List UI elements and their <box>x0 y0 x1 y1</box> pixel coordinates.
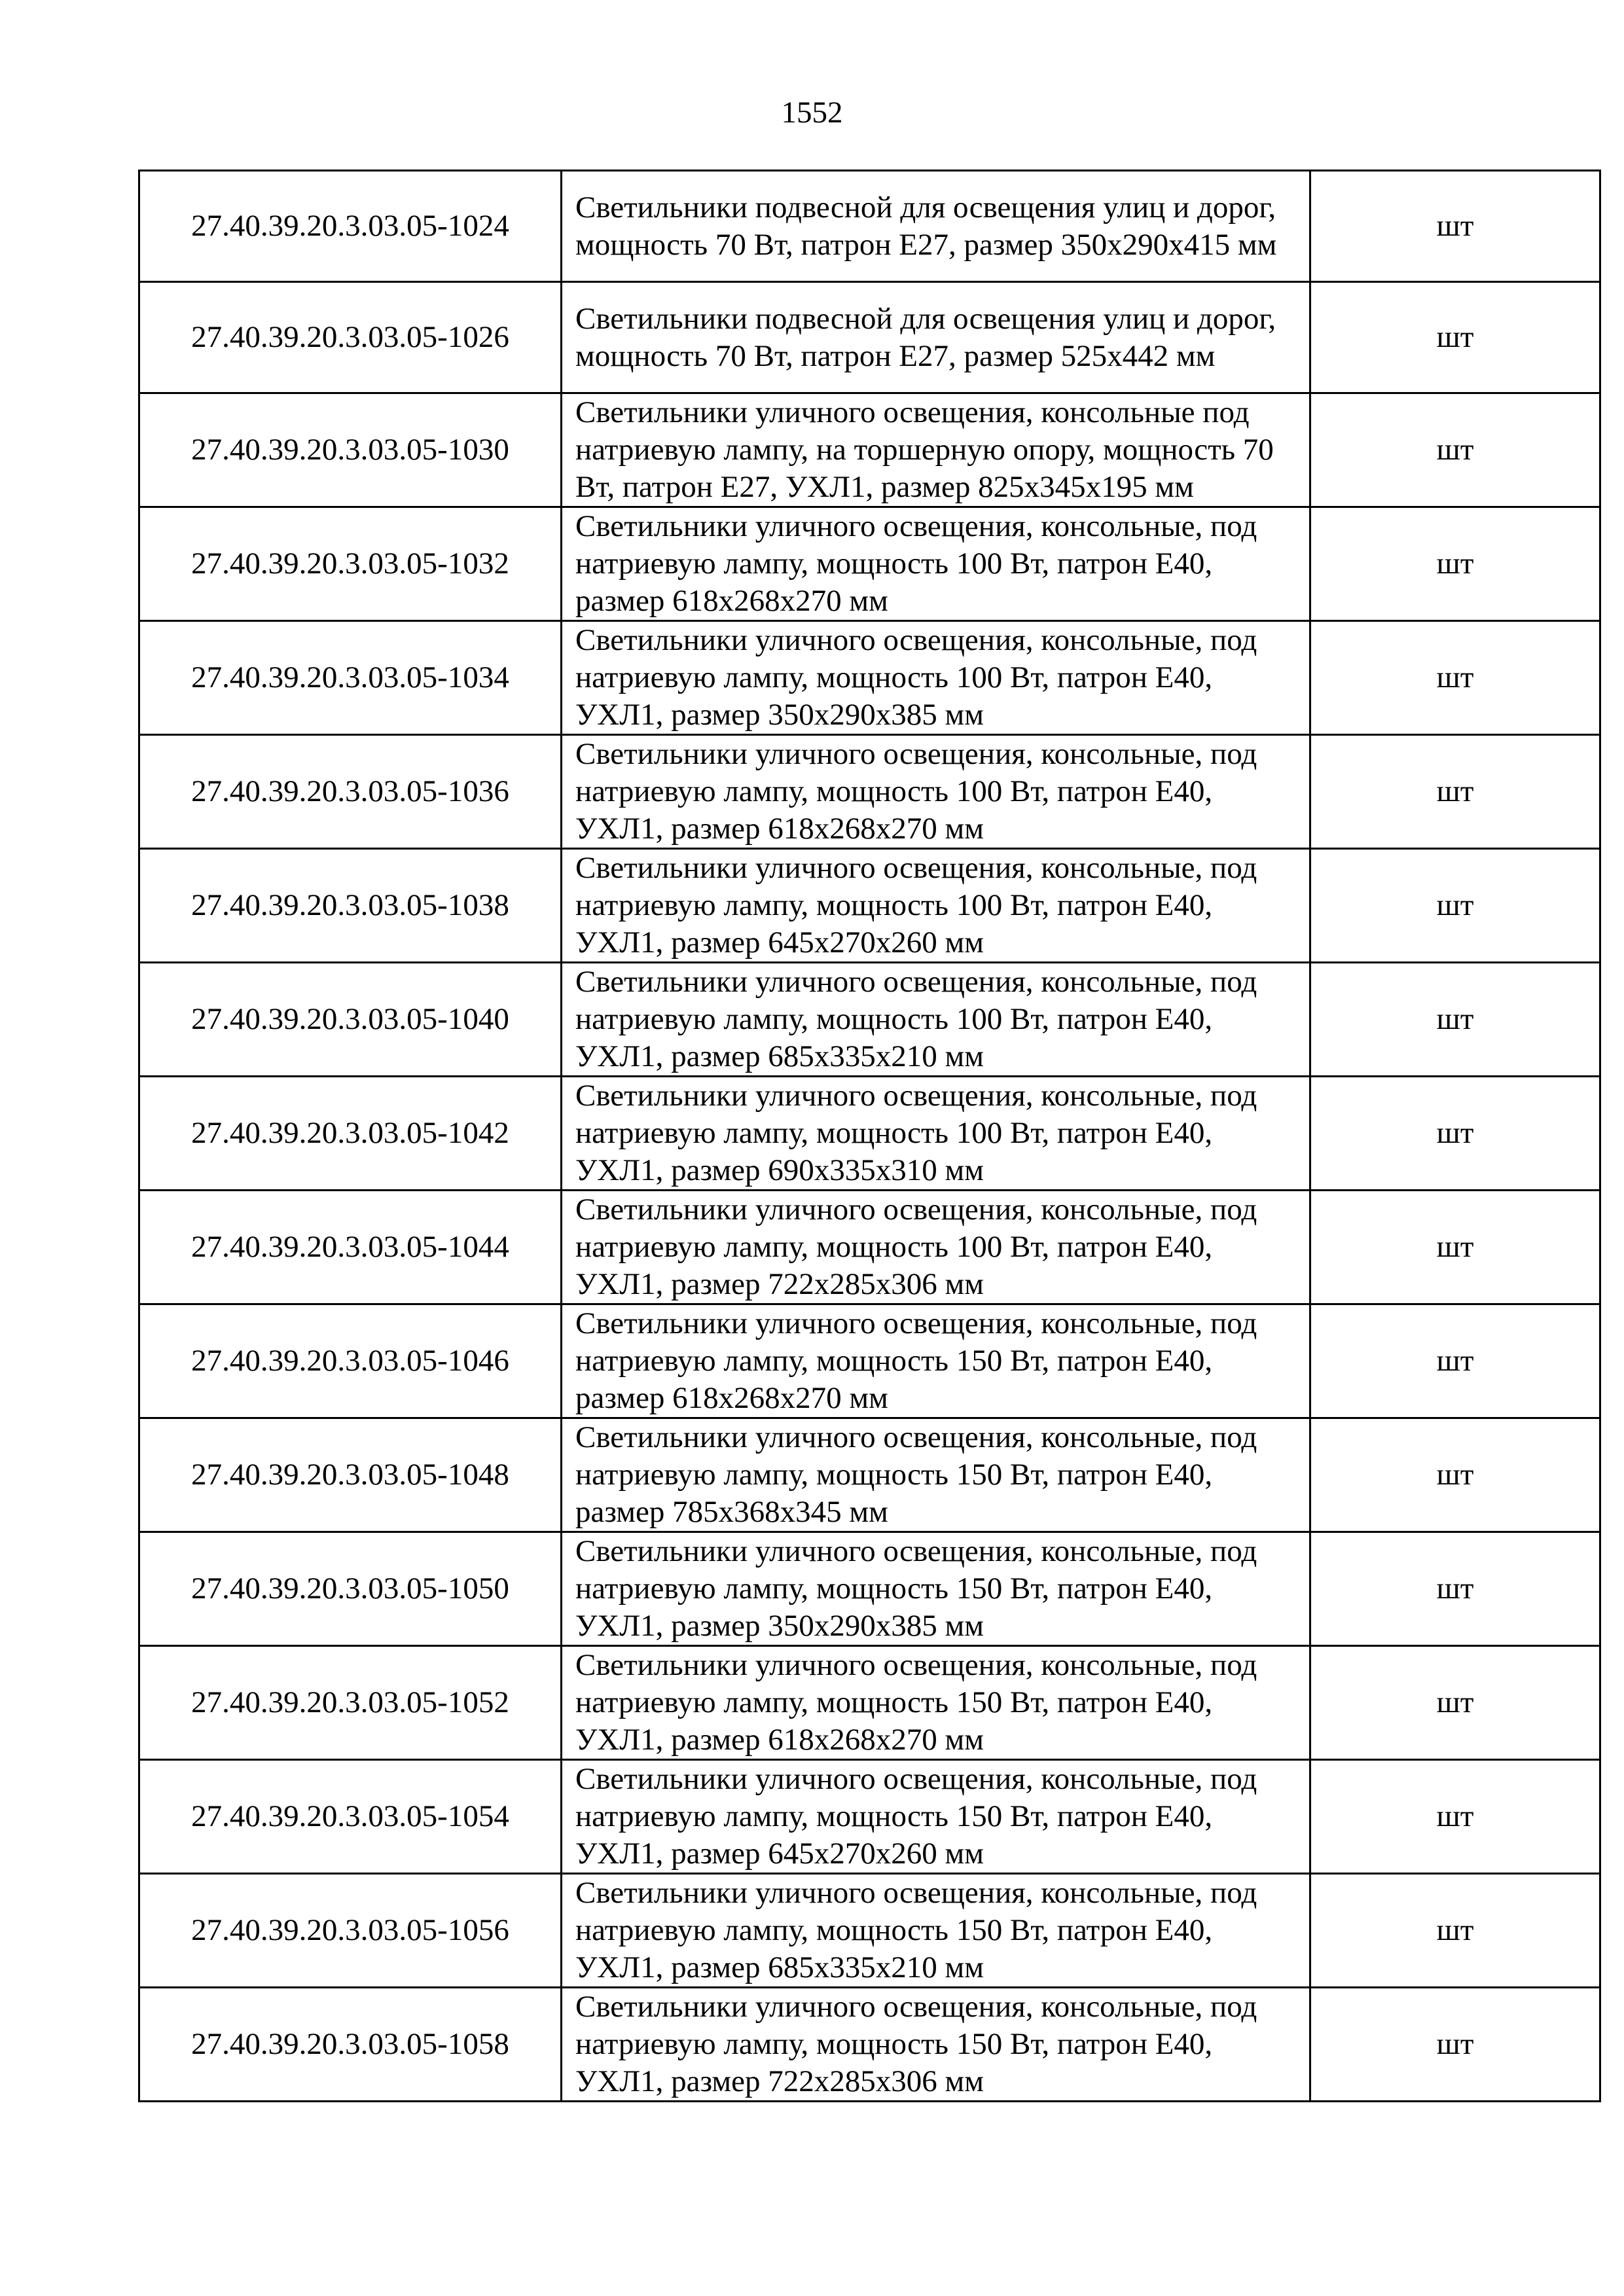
unit-of-measure: шт <box>1310 1646 1600 1760</box>
resource-description: Светильники уличного освещения, консольные, под натриевую лампу, мощность 150 Вт, патрон Е40, УХЛ1, размер 722х285х306 мм <box>562 1988 1310 2102</box>
resource-code: 27.40.39.20.3.03.05-1024 <box>139 171 562 282</box>
resource-code: 27.40.39.20.3.03.05-1040 <box>139 963 562 1077</box>
table-row <box>139 507 1600 621</box>
resource-code: 27.40.39.20.3.03.05-1030 <box>139 393 562 507</box>
resource-code: 27.40.39.20.3.03.05-1056 <box>139 1874 562 1988</box>
table-row <box>139 735 1600 849</box>
unit-of-measure: шт <box>1310 282 1600 393</box>
resource-code: 27.40.39.20.3.03.05-1036 <box>139 735 562 849</box>
resource-description: Светильники уличного освещения, консольные, под натриевую лампу, мощность 100 Вт, патрон Е40, УХЛ1, размер 690х335х310 мм <box>562 1077 1310 1191</box>
table-row <box>139 1532 1600 1646</box>
resource-description: Светильники уличного освещения, консольные, под натриевую лампу, мощность 100 Вт, патрон Е40, УХЛ1, размер 350х290х385 мм <box>562 621 1310 735</box>
unit-of-measure: шт <box>1310 171 1600 282</box>
resource-description: Светильники уличного освещения, консольные, под натриевую лампу, мощность 100 Вт, патрон Е40, УХЛ1, размер 645х270х260 мм <box>562 849 1310 963</box>
resource-code: 27.40.39.20.3.03.05-1038 <box>139 849 562 963</box>
unit-of-measure: шт <box>1310 1191 1600 1304</box>
resource-code: 27.40.39.20.3.03.05-1054 <box>139 1760 562 1874</box>
resource-description: Светильники уличного освещения, консольные, под натриевую лампу, мощность 100 Вт, патрон Е40, УХЛ1, размер 618х268х270 мм <box>562 735 1310 849</box>
table-row <box>139 621 1600 735</box>
unit-of-measure: шт <box>1310 849 1600 963</box>
resource-table <box>138 170 1601 2102</box>
resource-description: Светильники уличного освещения, консольные, под натриевую лампу, мощность 100 Вт, патрон Е40, УХЛ1, размер 722х285х306 мм <box>562 1191 1310 1304</box>
resource-code: 27.40.39.20.3.03.05-1026 <box>139 282 562 393</box>
table-row <box>139 1191 1600 1304</box>
table-row <box>139 171 1600 282</box>
resource-description: Светильники уличного освещения, консольные, под натриевую лампу, мощность 150 Вт, патрон Е40, УХЛ1, размер 685х335х210 мм <box>562 1874 1310 1988</box>
unit-of-measure: шт <box>1310 1532 1600 1646</box>
table-row <box>139 1760 1600 1874</box>
table-row <box>139 1646 1600 1760</box>
unit-of-measure: шт <box>1310 507 1600 621</box>
resource-description: Светильники уличного освещения, консольные, под натриевую лампу, мощность 150 Вт, патрон Е40, УХЛ1, размер 645х270х260 мм <box>562 1760 1310 1874</box>
resource-description: Светильники уличного освещения, консольные, под натриевую лампу, мощность 150 Вт, патрон Е40, размер 618х268х270 мм <box>562 1304 1310 1418</box>
resource-description: Светильники подвесной для освещения улиц и дорог, мощность 70 Вт, патрон Е27, размер 350х290х415 мм <box>562 171 1310 282</box>
table-row <box>139 1418 1600 1532</box>
resource-description: Светильники уличного освещения, консольные под натриевую лампу, на торшерную опору, мощность 70 Вт, патрон Е27, УХЛ1, размер 825х345х195 мм <box>562 393 1310 507</box>
unit-of-measure: шт <box>1310 735 1600 849</box>
resource-code: 27.40.39.20.3.03.05-1032 <box>139 507 562 621</box>
unit-of-measure: шт <box>1310 621 1600 735</box>
resource-code: 27.40.39.20.3.03.05-1042 <box>139 1077 562 1191</box>
resource-code: 27.40.39.20.3.03.05-1052 <box>139 1646 562 1760</box>
resource-code: 27.40.39.20.3.03.05-1048 <box>139 1418 562 1532</box>
table-body <box>139 171 1600 2102</box>
unit-of-measure: шт <box>1310 1418 1600 1532</box>
page-number: 1552 <box>781 96 843 130</box>
resource-description: Светильники уличного освещения, консольные, под натриевую лампу, мощность 150 Вт, патрон Е40, УХЛ1, размер 350х290х385 мм <box>562 1532 1310 1646</box>
resource-description: Светильники уличного освещения, консольные, под натриевую лампу, мощность 150 Вт, патрон Е40, размер 785х368х345 мм <box>562 1418 1310 1532</box>
table-row <box>139 393 1600 507</box>
table-row <box>139 1077 1600 1191</box>
table-row <box>139 1988 1600 2102</box>
table-row <box>139 963 1600 1077</box>
unit-of-measure: шт <box>1310 1988 1600 2102</box>
resource-description: Светильники уличного освещения, консольные, под натриевую лампу, мощность 100 Вт, патрон Е40, размер 618х268х270 мм <box>562 507 1310 621</box>
resource-code: 27.40.39.20.3.03.05-1044 <box>139 1191 562 1304</box>
table-row <box>139 1874 1600 1988</box>
resource-description: Светильники уличного освещения, консольные, под натриевую лампу, мощность 100 Вт, патрон Е40, УХЛ1, размер 685х335х210 мм <box>562 963 1310 1077</box>
resource-code: 27.40.39.20.3.03.05-1034 <box>139 621 562 735</box>
table-row <box>139 1304 1600 1418</box>
resource-description: Светильники уличного освещения, консольные, под натриевую лампу, мощность 150 Вт, патрон Е40, УХЛ1, размер 618х268х270 мм <box>562 1646 1310 1760</box>
unit-of-measure: шт <box>1310 1874 1600 1988</box>
unit-of-measure: шт <box>1310 1304 1600 1418</box>
resource-code: 27.40.39.20.3.03.05-1046 <box>139 1304 562 1418</box>
resource-code: 27.40.39.20.3.03.05-1050 <box>139 1532 562 1646</box>
unit-of-measure: шт <box>1310 963 1600 1077</box>
unit-of-measure: шт <box>1310 1760 1600 1874</box>
table-row <box>139 849 1600 963</box>
unit-of-measure: шт <box>1310 393 1600 507</box>
unit-of-measure: шт <box>1310 1077 1600 1191</box>
resource-description: Светильники подвесной для освещения улиц и дорог, мощность 70 Вт, патрон Е27, размер 525х442 мм <box>562 282 1310 393</box>
resource-code: 27.40.39.20.3.03.05-1058 <box>139 1988 562 2102</box>
table-row <box>139 282 1600 393</box>
